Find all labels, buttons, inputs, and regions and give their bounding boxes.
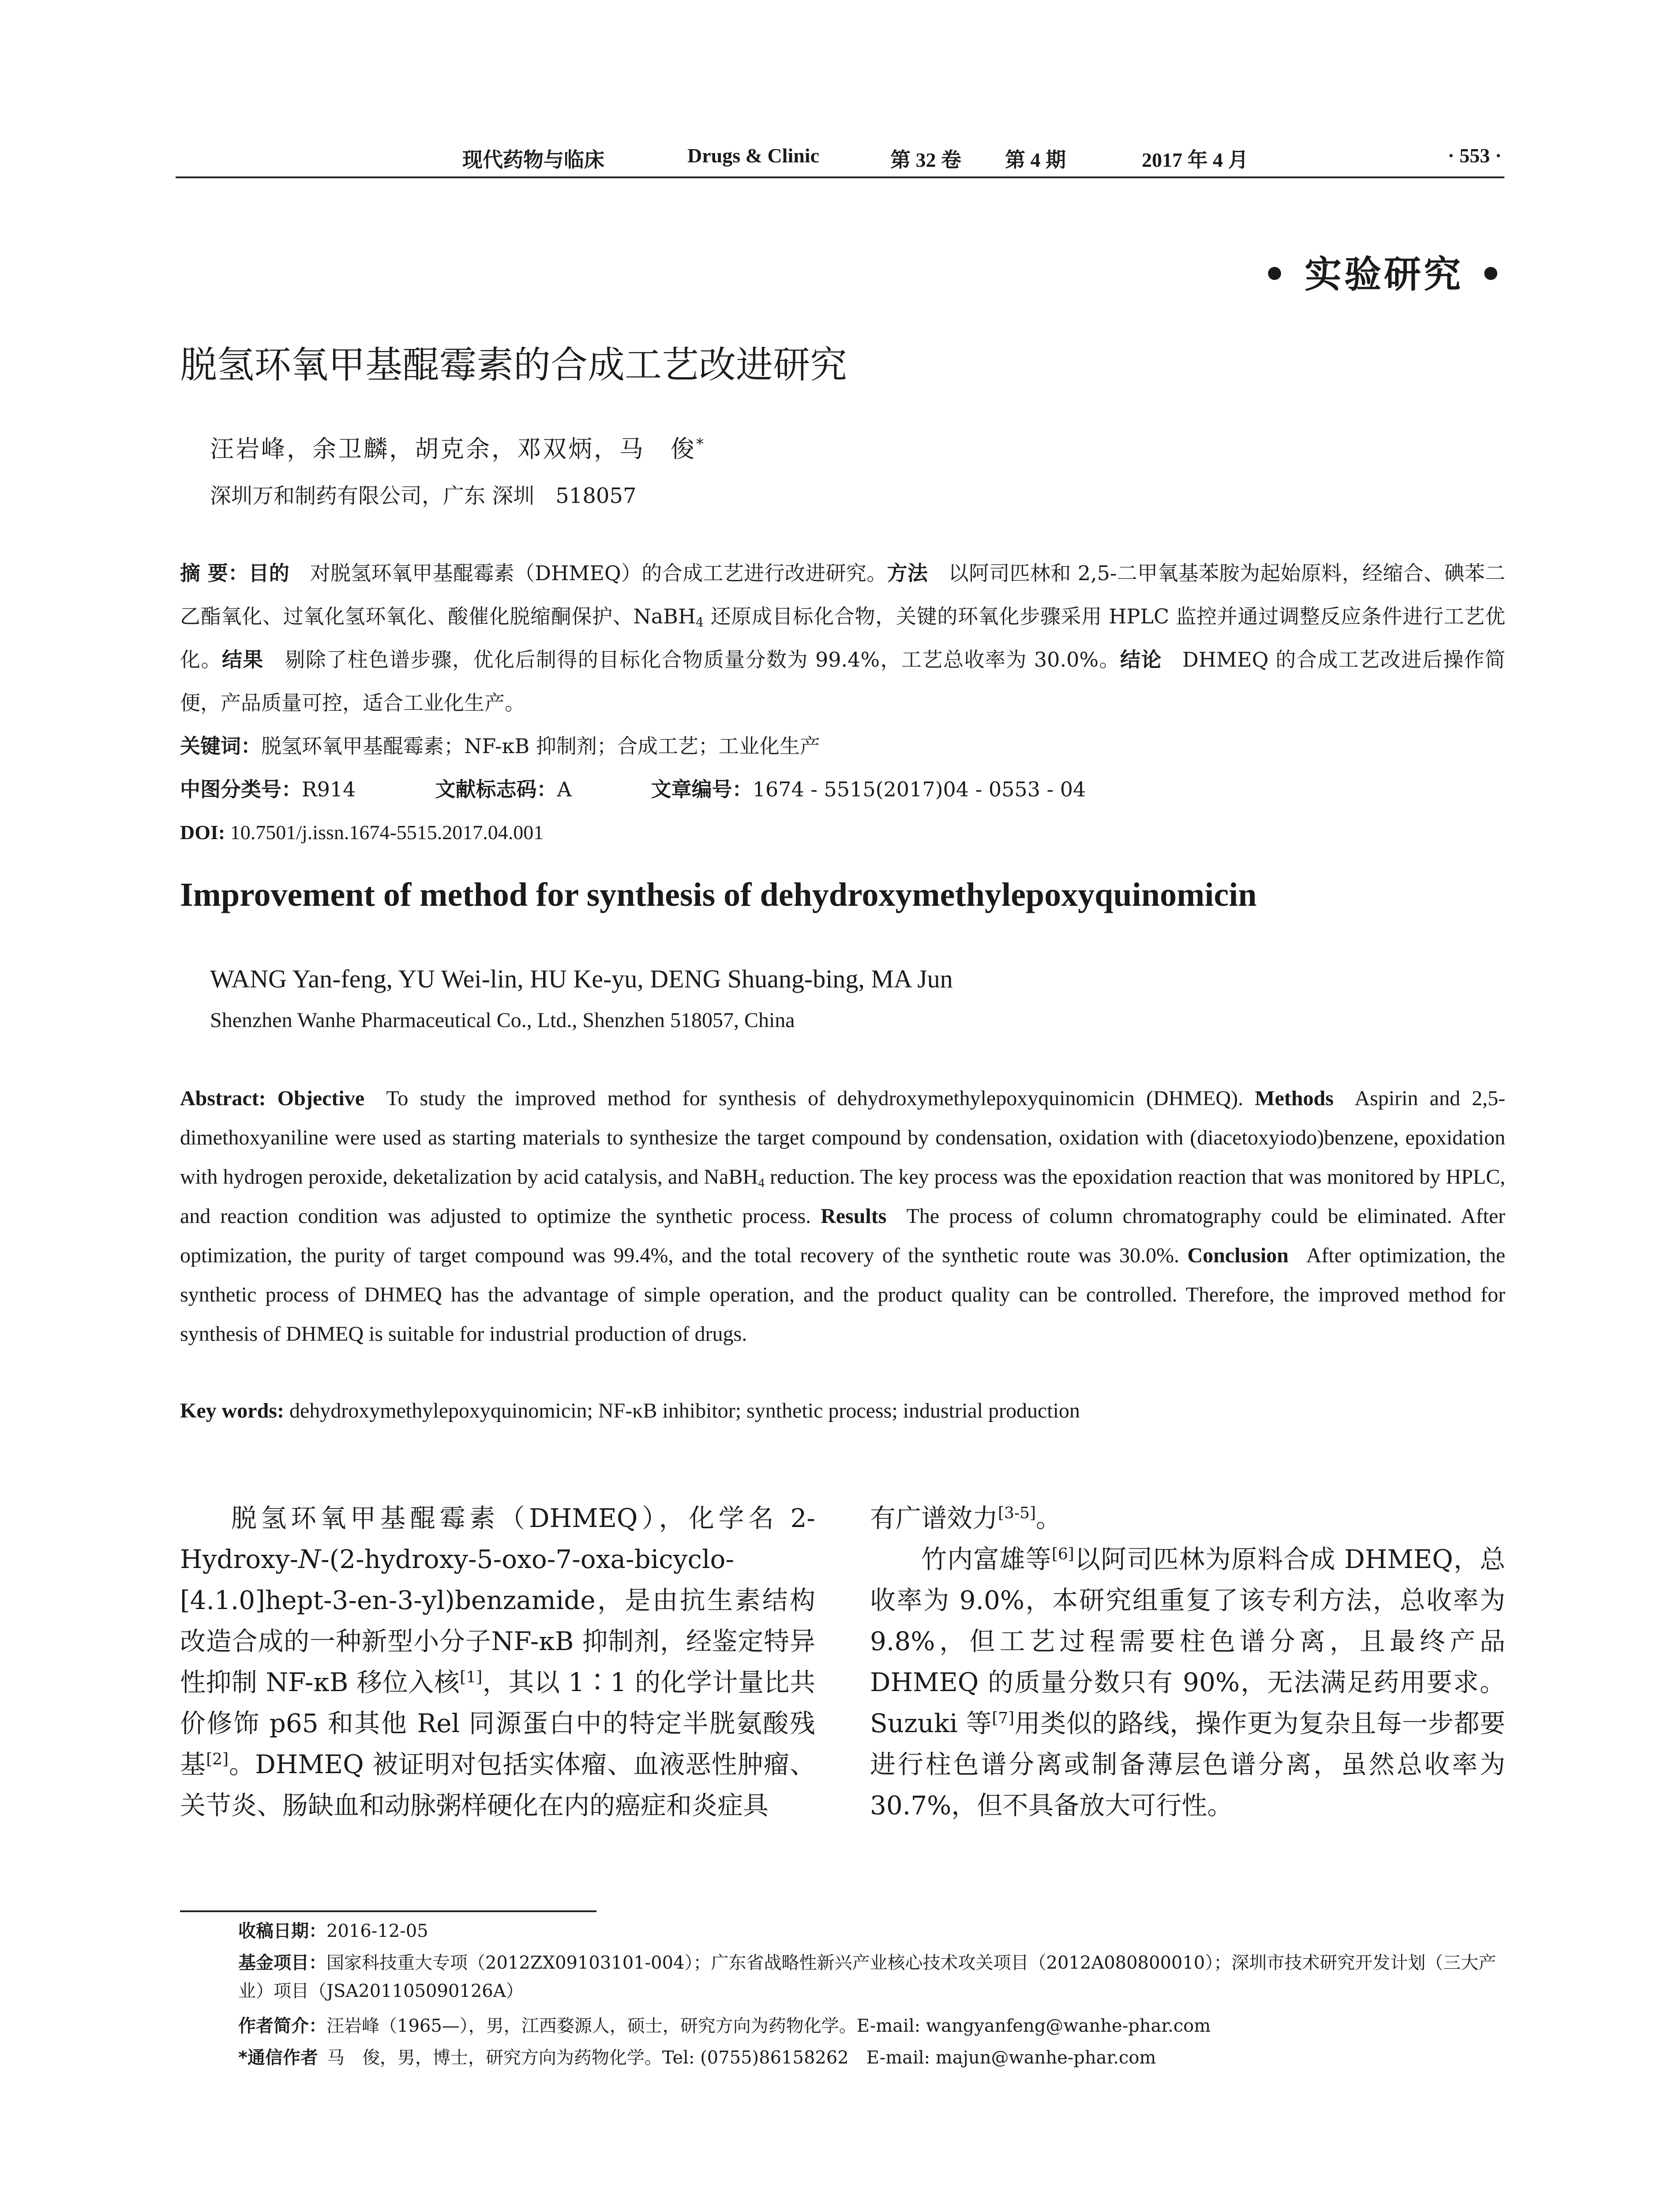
clc-label: 中图分类号：: [180, 777, 302, 801]
abstract-cn: [180, 552, 1505, 854]
keywords-cn-label: 关键词：: [180, 734, 261, 758]
objective-label-en: Objective: [277, 1087, 365, 1110]
methods-en-cont: reduction. The key process was the epoxidation reaction that was monitored by HPLC, and reaction condition was adjusted to optimize the synthetic process.: [180, 1165, 1506, 1228]
abstract-en: [180, 1079, 1505, 1354]
affiliation-en: Shenzhen Wanhe Pharmaceutical Co., Ltd., Shenzhen 518057, China: [210, 1009, 795, 1032]
authors-cn: [210, 430, 705, 464]
methods-en-subscript: 4: [758, 1175, 765, 1190]
conclusion-en: After optimization, the synthetic process of DHMEQ has the advantage of simple operation, and the product quality can be controlled. Therefore, the improved method for synthesis of DHMEQ is suitable for industrial production of drugs.: [180, 1244, 1506, 1346]
received-date: 2016-12-05: [326, 1921, 428, 1941]
citation-7: [7]: [992, 1709, 1015, 1728]
results-en: The process of column chromatography could be eliminated. After optimization, the purity of target compound was 99.4%, and the total recovery of the synthetic route was 30.0%.: [180, 1204, 1505, 1267]
body-left-c: ，其以 1∶1 的化学计量比共价修饰 p65 和其他 Rel 同源蛋白中的特定半胱氨酸残基: [180, 1667, 815, 1779]
methods-cn-cont: 还原成目标化合物，关键的环氧化步骤采用 HPLC 监控并通过调整反应条件进行工艺优化。: [180, 604, 1505, 672]
section-label: • 实验研究 •: [1263, 253, 1505, 296]
keywords-en-text: dehydroxymethylepoxyquinomicin; NF-κB inhibitor; synthetic process; industrial production: [289, 1399, 1080, 1422]
corresponding-mark: *: [696, 435, 705, 453]
results-cn: 剔除了柱色谱步骤，优化后制得的目标化合物质量分数为 99.4%，工艺总收率为 30.0%。: [284, 648, 1120, 672]
body-paragraph-2: [870, 1539, 1505, 1826]
fund-text: 国家科技重大专项（2012ZX09103101-004）；广东省战略性新兴产业核心技术攻关项目（2012A080800010）；深圳市技术研究开发计划（三大产业）项目（JSA201105090126A）: [238, 1953, 1496, 2001]
body-paragraph-1-cont: [870, 1498, 1505, 1539]
methods-label-en: Methods: [1255, 1087, 1334, 1110]
author-bio: 汪岩峰（1965—），男，江西婺源人，硕士，研究方向为药物化学。E-mail: wangyanfeng@wanhe-phar.com: [326, 2016, 1211, 2036]
body-column-right: [870, 1498, 1505, 1826]
fund-label: 基金项目：: [238, 1953, 326, 1973]
footnote-rule: [180, 1910, 596, 1912]
corresponding-label: *通信作者: [238, 2048, 318, 2068]
citation-1: [1]: [460, 1668, 483, 1687]
header-rule: [176, 176, 1504, 178]
methods-cn-subscript: 4: [696, 615, 704, 630]
keywords-cn: [180, 724, 1505, 768]
body-paragraph-1: [180, 1498, 815, 1826]
body-column-left: [180, 1498, 815, 1826]
conclusion-cn: DHMEQ 的合成工艺改进后操作简便，产品质量可控，适合工业化生产。: [180, 648, 1506, 715]
abstract-cn-body: [180, 552, 1505, 724]
classification-line: [180, 768, 1505, 811]
body-right-a: 有广谱效力: [870, 1503, 998, 1533]
footnote-fund: [238, 1949, 1500, 2005]
citation-2: [2]: [206, 1750, 229, 1769]
body-right-e: 用类似的路线，操作更为复杂且每一步都要进行柱色谱分离或制备薄层色谱分离，虽然总收率为 30.7%，但不具备放大可行性。: [870, 1708, 1505, 1820]
keywords-en: [180, 1399, 1080, 1423]
authors-en: WANG Yan-feng, YU Wei-lin, HU Ke-yu, DENG Shuang-bing, MA Jun: [210, 964, 953, 993]
affiliation-cn: 深圳万和制药有限公司，广东 深圳 518057: [210, 484, 637, 508]
clc-code: R914: [302, 777, 356, 801]
keywords-en-label: Key words:: [180, 1399, 284, 1422]
doc-code: A: [557, 777, 572, 801]
methods-cn: 以阿司匹林和 2,5-二甲氧基苯胺为起始原料，经缩合、碘苯二乙酯氧化、过氧化氢环氧化、酸催化脱缩酮保护、NaBH: [180, 561, 1506, 628]
body-left-a: 脱氢环氧甲基醌霉素（DHMEQ），化学名 2-Hydroxy-: [180, 1503, 815, 1574]
body-left-d: 。DHMEQ 被证明对包括实体瘤、血液恶性肿瘤、关节炎、肠缺血和动脉粥样硬化在内的癌症和炎症具: [180, 1749, 815, 1820]
methods-en: Aspirin and 2,5-dimethoxyaniline were used as starting materials to synthesize the target compound by condensation, oxidation with (diacetoxyiodo)benzene, epoxidation with hydrogen peroxide, deketalization by acid catalysis, and NaBH: [180, 1087, 1506, 1189]
citation-3-5: [3-5]: [998, 1504, 1036, 1523]
article-number: 1674 - 5515(2017)04 - 0553 - 04: [752, 777, 1086, 801]
abstract-en-body: [180, 1079, 1505, 1354]
title-cn: 脱氢环氧甲基醌霉素的合成工艺改进研究: [180, 343, 848, 386]
running-header: [176, 140, 1504, 172]
body-right-c: 竹内富雄等: [921, 1544, 1052, 1574]
results-label-en: Results: [821, 1204, 887, 1228]
author-bio-label: 作者简介：: [238, 2016, 326, 2036]
body-right-b: 。: [1035, 1503, 1061, 1533]
body-left-italic: N: [298, 1544, 321, 1574]
journal-name-en: Drugs & Clinic: [687, 144, 819, 167]
doc-code-label: 文献标志码：: [435, 777, 557, 801]
doi-label: DOI:: [180, 821, 225, 844]
objective-label-cn: 目的: [248, 561, 290, 585]
doi-value: 10.7501/j.issn.1674-5515.2017.04.001: [230, 821, 544, 844]
title-en: Improvement of method for synthesis of dehydroxymethylepoxyquinomicin: [180, 876, 1257, 913]
keywords-cn-text: 脱氢环氧甲基醌霉素；NF-κB 抑制剂；合成工艺；工业化生产: [261, 734, 820, 758]
objective-cn: 对脱氢环氧甲基醌霉素（DHMEQ）的合成工艺进行改进研究。: [310, 561, 887, 585]
citation-6: [6]: [1051, 1545, 1074, 1564]
issue: 第 4 期: [1005, 149, 1066, 171]
conclusion-label-cn: 结论: [1120, 648, 1162, 672]
results-label-cn: 结果: [221, 648, 264, 672]
footnote-received: [238, 1917, 428, 1945]
doi-line: [180, 811, 1505, 854]
footnote-author: [238, 2012, 1500, 2040]
conclusion-label-en: Conclusion: [1187, 1244, 1289, 1267]
abstract-cn-label: 摘 要：: [180, 561, 249, 585]
objective-en: To study the improved method for synthesis of dehydroxymethylepoxyquinomicin (DHMEQ).: [386, 1087, 1243, 1110]
body-right-d: 以阿司匹林为原料合成 DHMEQ，总收率为 9.0%，本研究组重复了该专利方法，总收率为 9.8%，但工艺过程需要柱色谱分离，且最终产品 DHMEQ 的质量分数只有 90%，无法满足药用要求。Suzuki 等: [870, 1544, 1505, 1738]
journal-name-cn: 现代药物与临床: [462, 148, 604, 172]
issue-date: 2017 年 4 月: [1142, 149, 1249, 171]
page-number: · 553 ·: [1448, 144, 1502, 167]
article-number-label: 文章编号：: [651, 777, 753, 801]
methods-label-cn: 方法: [887, 561, 928, 585]
author-list-cn: 汪岩峰，余卫麟，胡克余，邓双炳，马 俊: [210, 435, 696, 463]
volume: 第 32 卷: [890, 149, 961, 171]
body-left-b: -(2-hydroxy-5-oxo-7-oxa-bicyclo-[4.1.0]hept-3-en-3-yl)benzamide，是由抗生素结构改造合成的一种新型小分子NF-κB 抑制剂，经鉴定特异性抑制 NF-κB 移位入核: [180, 1544, 815, 1697]
footnote-corresponding: [238, 2044, 1500, 2072]
abstract-en-label: Abstract:: [180, 1087, 266, 1110]
received-label: 收稿日期：: [238, 1921, 326, 1941]
corresponding-info: 马 俊，男，博士，研究方向为药物化学。Tel: (0755)86158262 E-mail: majun@wanhe-phar.com: [326, 2048, 1156, 2068]
